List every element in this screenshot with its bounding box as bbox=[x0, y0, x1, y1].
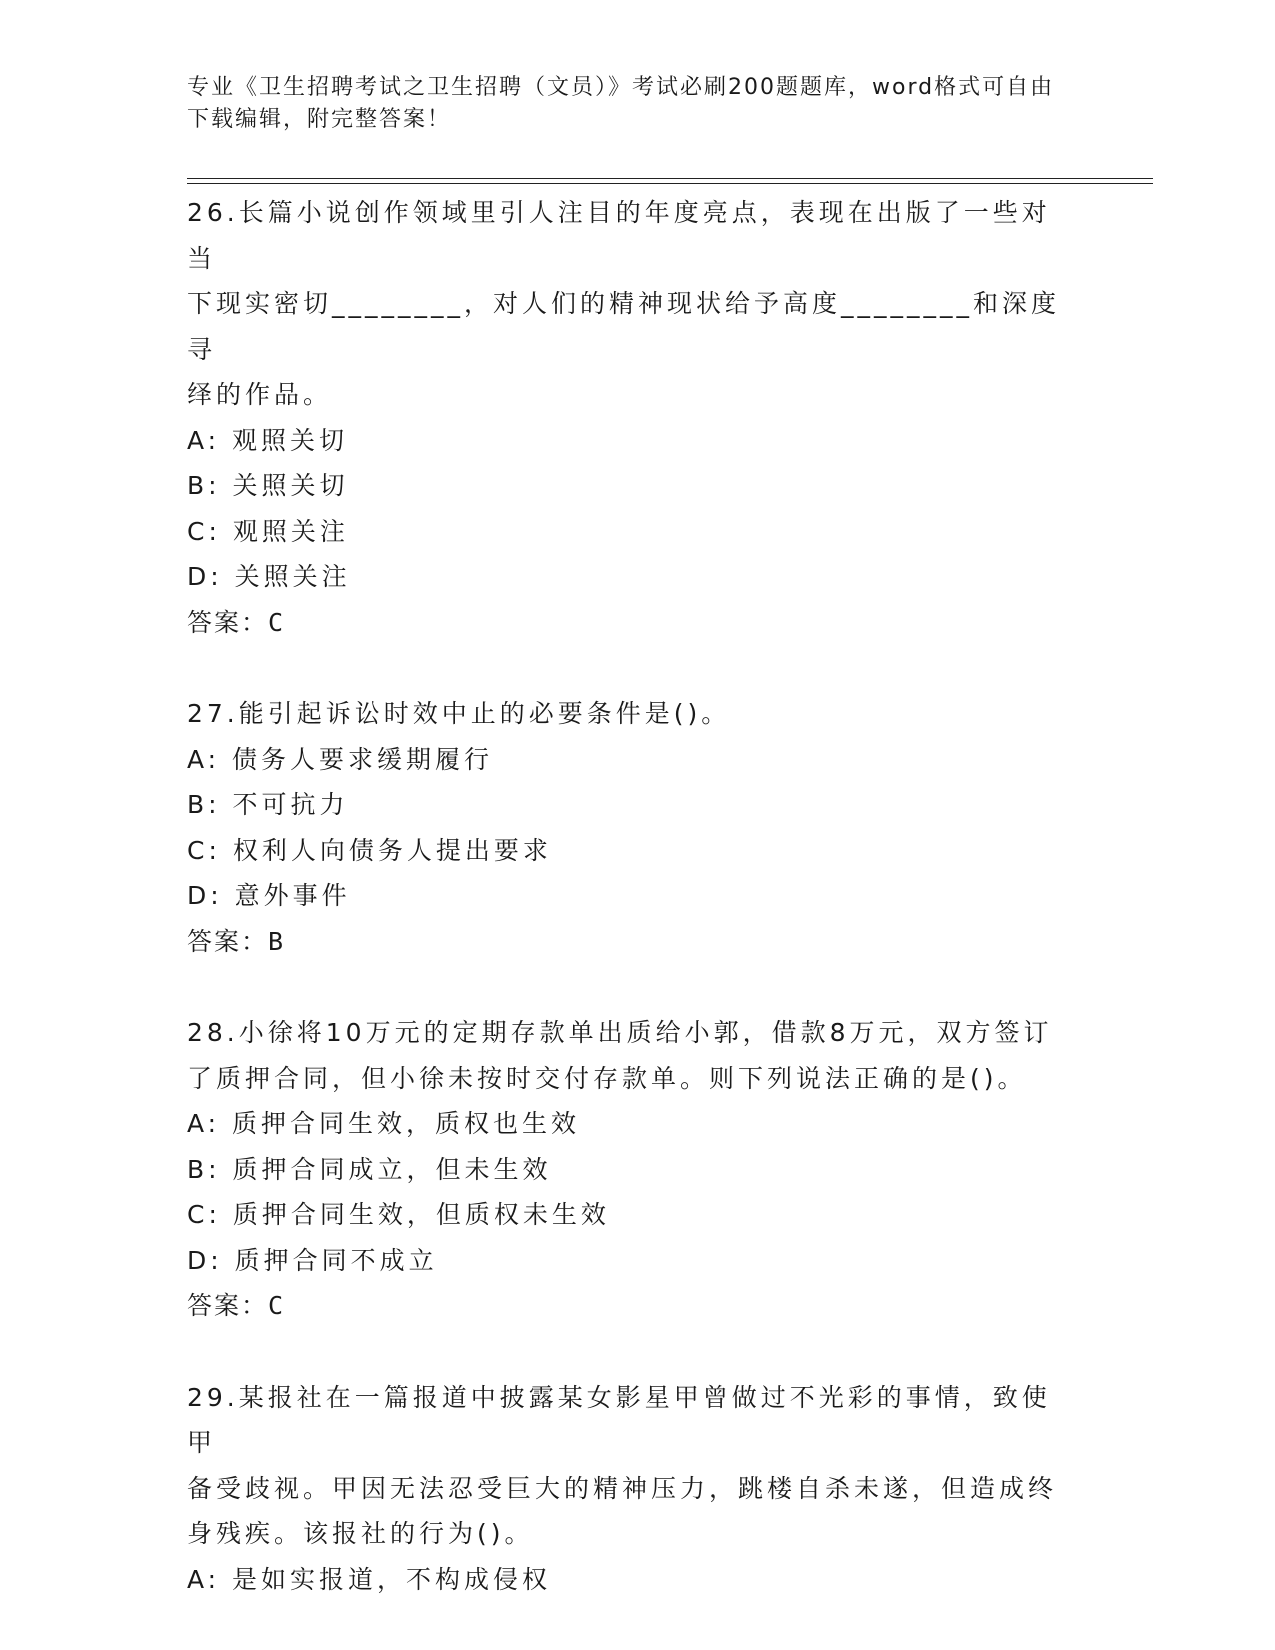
question-stem-line: 身残疾。该报社的行为()。 bbox=[187, 1519, 534, 1548]
option-c: C: 权利人向债务人提出要求 bbox=[187, 835, 552, 865]
option-a: A: 质押合同生效，质权也生效 bbox=[187, 1109, 581, 1138]
question-stem-line: 绎的作品。 bbox=[187, 380, 333, 409]
answer-value: C bbox=[268, 1291, 286, 1320]
question-29 bbox=[187, 1375, 1077, 1603]
question-list bbox=[187, 190, 1077, 1602]
option-a: A: 是如实报道，不构成侵权 bbox=[187, 1564, 552, 1594]
answer-label: 答案： bbox=[187, 1291, 269, 1320]
question-stem-line: 下现实密切________，对人们的精神现状给予高度________和深度寻 bbox=[187, 289, 1061, 364]
option-d: D: 质押合同不成立 bbox=[187, 1245, 438, 1275]
answer-line bbox=[187, 1283, 1077, 1329]
answer-line bbox=[187, 919, 1077, 965]
option-c: C: 质押合同生效，但质权未生效 bbox=[187, 1200, 610, 1229]
question-stem-line: 27.能引起诉讼时效中止的必要条件是()。 bbox=[187, 699, 731, 728]
question-stem-line: 26.长篇小说创作领域里引人注目的年度亮点，表现在出版了一些对当 bbox=[187, 198, 1051, 273]
question-stem-line: 备受歧视。甲因无法忍受巨大的精神压力，跳楼自杀未遂，但造成终 bbox=[187, 1473, 1058, 1503]
answer-value: C bbox=[268, 607, 286, 637]
question-stem-line: 29.某报社在一篇报道中披露某女影星甲曾做过不光彩的事情，致使甲 bbox=[187, 1382, 1051, 1457]
answer-label: 答案： bbox=[187, 607, 269, 637]
option-b: B: 关照关切 bbox=[187, 471, 349, 500]
option-a: A: 债务人要求缓期履行 bbox=[187, 744, 494, 774]
option-c: C: 观照关注 bbox=[187, 516, 349, 546]
header-divider-top bbox=[187, 178, 1153, 179]
question-stem-line: 了质押合同，但小徐未按时交付存款单。则下列说法正确的是()。 bbox=[187, 1063, 1027, 1093]
option-d: D: 意外事件 bbox=[187, 881, 351, 910]
answer-value: B bbox=[268, 926, 286, 956]
option-a: A: 观照关切 bbox=[187, 425, 349, 455]
question-27 bbox=[187, 691, 1077, 964]
option-b: B: 质押合同成立，但未生效 bbox=[187, 1154, 552, 1184]
question-stem-line: 28.小徐将10万元的定期存款单出质给小郭，借款8万元，双方签订 bbox=[187, 1018, 1053, 1047]
header-text: 专业《卫生招聘考试之卫生招聘（文员）》考试必刷200题题库，word格式可自由下载编辑，附完整答案！ bbox=[187, 75, 1055, 132]
question-28 bbox=[187, 1010, 1077, 1329]
answer-line bbox=[187, 600, 1077, 646]
header-divider-bottom bbox=[187, 183, 1153, 184]
document-header bbox=[187, 72, 1067, 136]
option-d: D: 关照关注 bbox=[187, 562, 351, 591]
answer-label: 答案： bbox=[187, 926, 269, 956]
option-b: B: 不可抗力 bbox=[187, 790, 349, 819]
question-26 bbox=[187, 190, 1077, 645]
